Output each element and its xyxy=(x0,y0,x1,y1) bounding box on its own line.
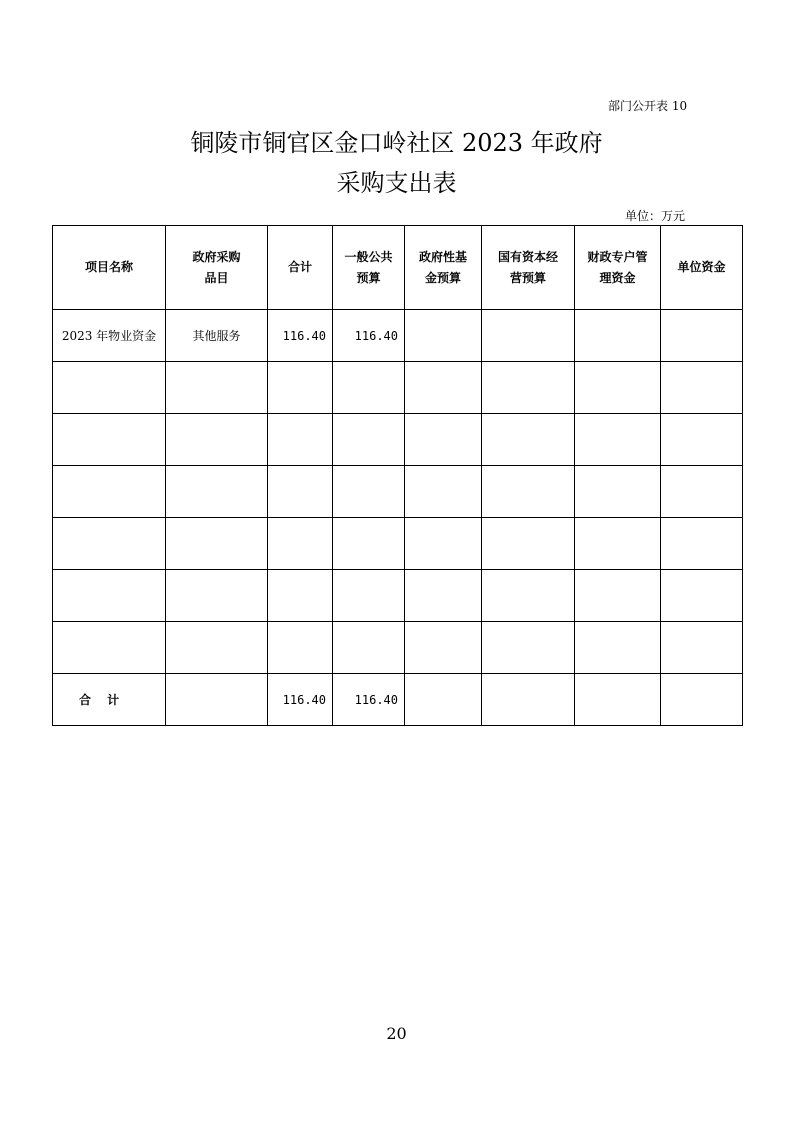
col-header-total: 合计 xyxy=(268,226,333,310)
table-cell xyxy=(575,362,661,414)
table-cell xyxy=(405,414,482,466)
table-cell xyxy=(53,414,166,466)
table-cell xyxy=(575,622,661,674)
table-cell xyxy=(333,518,405,570)
table-cell xyxy=(405,466,482,518)
table-cell xyxy=(661,310,743,362)
table-row xyxy=(53,622,743,674)
table-cell: 116.40 xyxy=(333,310,405,362)
table-cell: 116.40 xyxy=(333,674,405,726)
col-header-state-capital-budget: 国有资本经 营预算 xyxy=(482,226,575,310)
table-row xyxy=(53,466,743,518)
table-cell xyxy=(268,466,333,518)
table-cell xyxy=(405,570,482,622)
table-row xyxy=(53,310,743,362)
table-cell xyxy=(53,570,166,622)
table-cell xyxy=(166,414,268,466)
col-header-gov-fund-budget: 政府性基 金预算 xyxy=(405,226,482,310)
unit-label: 单位：万元 xyxy=(625,209,686,223)
table-cell xyxy=(268,622,333,674)
table-cell xyxy=(482,414,575,466)
table-row xyxy=(53,414,743,466)
table-cell xyxy=(333,362,405,414)
table-cell xyxy=(482,310,575,362)
table-cell xyxy=(166,518,268,570)
table-cell xyxy=(405,518,482,570)
col-header-unit-funds: 单位资金 xyxy=(661,226,743,310)
table-cell xyxy=(661,414,743,466)
table-cell: 合 计 xyxy=(53,674,166,726)
table-cell xyxy=(268,570,333,622)
table-row xyxy=(53,570,743,622)
table-cell xyxy=(405,622,482,674)
table-cell xyxy=(482,362,575,414)
header-row xyxy=(53,226,743,310)
table-cell xyxy=(405,674,482,726)
page-number: 20 xyxy=(386,1024,407,1043)
table-cell xyxy=(333,622,405,674)
table-cell xyxy=(575,674,661,726)
table-cell xyxy=(575,310,661,362)
table-cell xyxy=(166,362,268,414)
table-cell xyxy=(661,518,743,570)
table-cell xyxy=(575,518,661,570)
form-number: 部门公开表 10 xyxy=(608,99,688,113)
table-row xyxy=(53,518,743,570)
table-cell xyxy=(575,466,661,518)
table-cell xyxy=(333,570,405,622)
table-cell xyxy=(575,570,661,622)
table-cell xyxy=(482,466,575,518)
table-cell: 116.40 xyxy=(268,310,333,362)
table-cell xyxy=(482,518,575,570)
col-header-general-budget: 一般公共 预算 xyxy=(333,226,405,310)
table-row xyxy=(53,362,743,414)
table-cell xyxy=(661,362,743,414)
table-cell xyxy=(53,466,166,518)
page-title-line2: 采购支出表 xyxy=(336,169,457,197)
table-cell xyxy=(268,518,333,570)
table-cell xyxy=(482,570,575,622)
table-cell xyxy=(53,622,166,674)
col-header-special-account-funds: 财政专户管 理资金 xyxy=(575,226,661,310)
table-cell xyxy=(166,622,268,674)
col-header-procurement-item: 政府采购 品目 xyxy=(166,226,268,310)
table-cell xyxy=(166,466,268,518)
table-cell xyxy=(166,570,268,622)
table-cell xyxy=(482,674,575,726)
table-cell: 2023 年物业资金 xyxy=(53,310,166,362)
table-cell xyxy=(661,466,743,518)
procurement-table xyxy=(52,225,743,726)
table-cell xyxy=(268,362,333,414)
table-cell xyxy=(53,518,166,570)
table-cell xyxy=(405,362,482,414)
table-cell xyxy=(575,414,661,466)
total-row xyxy=(53,674,743,726)
table-cell: 116.40 xyxy=(268,674,333,726)
table-cell xyxy=(661,674,743,726)
table-cell xyxy=(53,362,166,414)
table-cell xyxy=(405,310,482,362)
table-cell: 其他服务 xyxy=(166,310,268,362)
table-cell xyxy=(661,622,743,674)
table-cell xyxy=(333,414,405,466)
col-header-project-name: 项目名称 xyxy=(53,226,166,310)
table-cell xyxy=(333,466,405,518)
page-title: 铜陵市铜官区金口岭社区 2023 年政府 xyxy=(190,129,603,157)
table-cell xyxy=(268,414,333,466)
table-cell xyxy=(661,570,743,622)
table-cell xyxy=(482,622,575,674)
table-cell xyxy=(166,674,268,726)
